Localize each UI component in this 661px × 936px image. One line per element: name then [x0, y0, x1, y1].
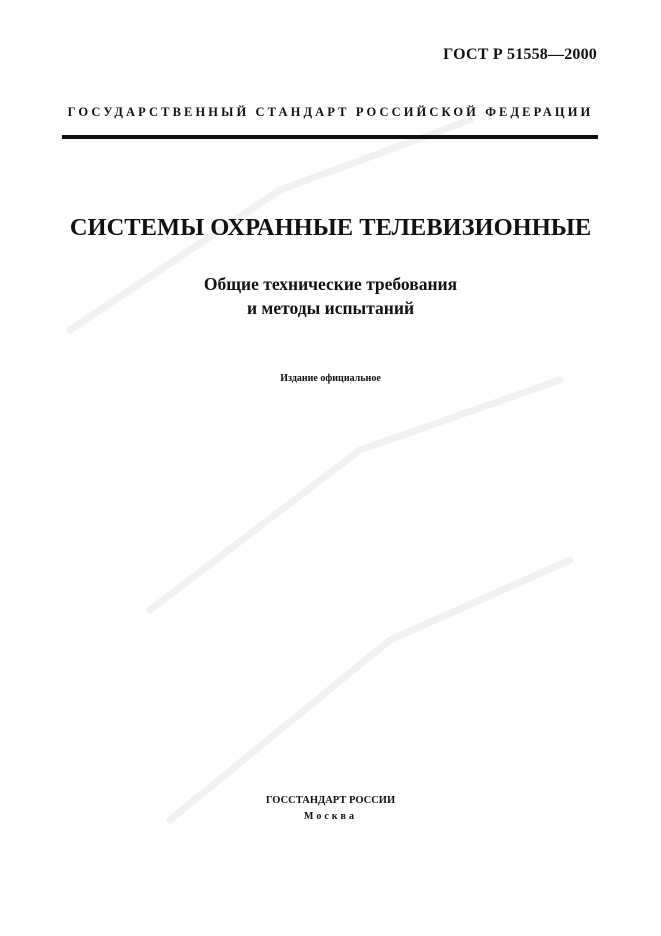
subtitle-line-2: и методы испытаний	[246, 298, 415, 318]
state-standard-heading: ГОСУДАРСТВЕННЫЙ СТАНДАРТ РОССИЙСКОЙ ФЕДЕРАЦИИ	[67, 105, 594, 119]
edition-label: Издание официальное	[280, 373, 381, 384]
publication-city: Москва	[304, 811, 357, 822]
header-rule	[62, 135, 598, 139]
publisher-name: ГОССТАНДАРТ РОССИИ	[265, 795, 396, 806]
gost-number: ГОСТ Р 51558—2000	[443, 46, 597, 63]
watermark-stroke	[170, 560, 570, 820]
document-title: СИСТЕМЫ ОХРАННЫЕ ТЕЛЕВИЗИОННЫЕ	[69, 214, 592, 241]
subtitle-line-1: Общие технические требования	[203, 274, 458, 294]
document-subtitle	[0, 272, 661, 320]
watermark-stroke	[150, 380, 560, 610]
